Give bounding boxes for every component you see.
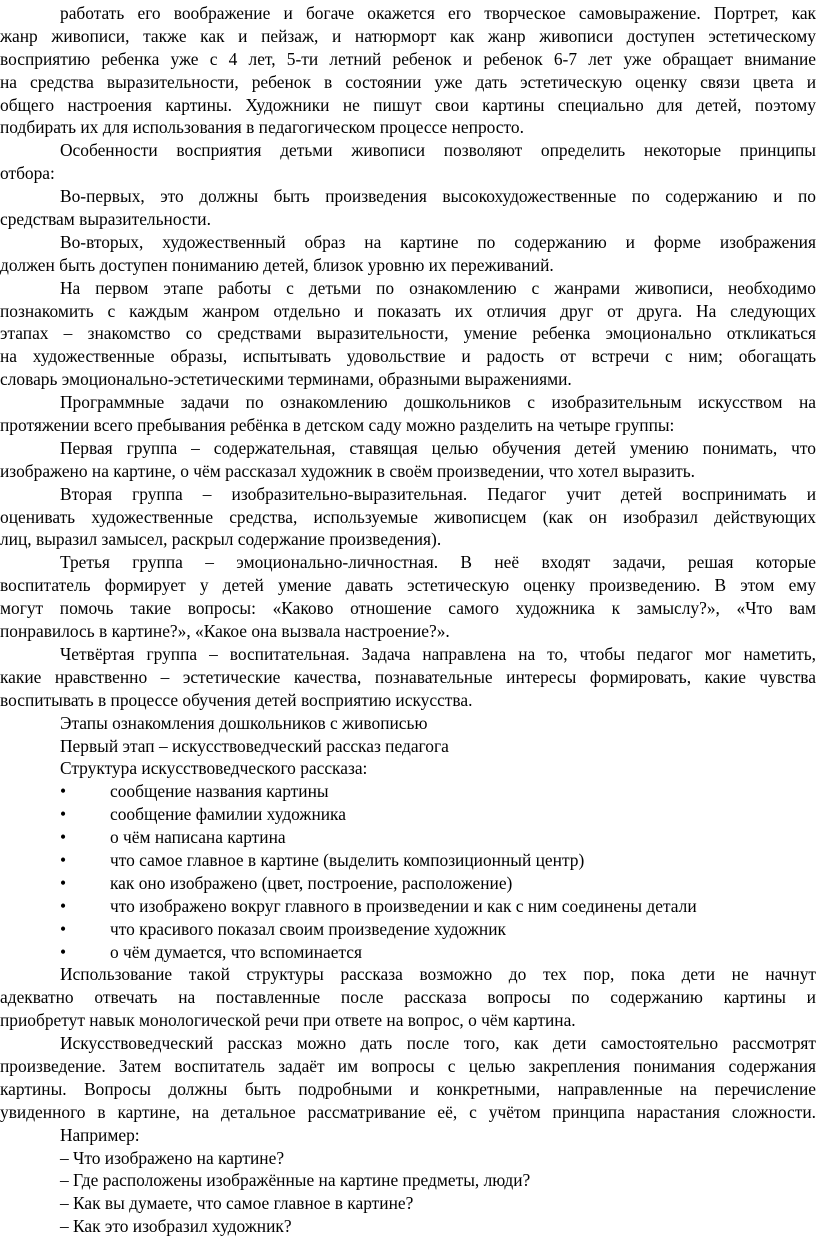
text-line: могут помочь такие вопросы: «Каково отношение самого художника к замыслу?», «Что вам: [0, 598, 816, 619]
text-line: произведение. Затем воспитатель задаёт им вопросы с целью закрепления понимания содержания: [0, 1055, 816, 1076]
bullet-marker: •: [60, 895, 67, 916]
text-line: Например:: [60, 1124, 140, 1145]
text-line: увиденного в картине, на детальное рассматривание её, с учётом принципа нарастания сложности.: [0, 1101, 816, 1122]
bullet-text: что изображено вокруг главного в произведении и как с ним соединены детали: [110, 895, 697, 916]
text-line: Этапы ознакомления дошкольников с живописью: [60, 712, 428, 733]
text-line: Четвёртая группа – воспитательная. Задача направлена на то, чтобы педагог мог наметить,: [60, 643, 816, 664]
text-line: этапах – знакомство со средствами выразительности, умение ребенка эмоционально откликаться: [0, 323, 816, 344]
text-line: общего настроения картины. Художники не пишут свои картины специально для детей, поэтому: [0, 94, 816, 115]
text-line: – Где расположены изображённые на картине предметы, люди?: [60, 1170, 531, 1191]
text-line: Использование такой структуры рассказа возможно до тех пор, пока дети не начнут: [60, 964, 816, 985]
text-line: лиц, выразил замысел, раскрыл содержание произведения).: [0, 529, 442, 550]
text-line: какие нравственно – эстетические качества, познавательные интересы формировать, какие чувства: [0, 666, 816, 687]
text-line: словарь эмоционально-эстетическими терминами, образными выражениями.: [0, 369, 572, 390]
text-line: восприятию ребенка уже с 4 лет, 5-ти летний ребенок и ребенок 6-7 лет уже обращает внимание: [0, 48, 816, 69]
bullet-list-item: [0, 803, 816, 826]
text-line: Во-вторых, художественный образ на картине по содержанию и форме изображения: [60, 231, 816, 252]
text-line: познакомить с каждым жанром отдельно и показать их отличия друг от друга. На следующих: [0, 300, 816, 321]
text-line: понравилось в картине?», «Какое она вызвала настроение?».: [0, 621, 450, 642]
text-line: воспитатель формирует у детей умение давать эстетическую оценку произведению. В этом ему: [0, 575, 816, 596]
text-line: картины. Вопросы должны быть подробными и конкретными, направленные на перечисление: [0, 1078, 816, 1099]
bullet-text: сообщение фамилии художника: [110, 804, 346, 825]
bullet-marker: •: [60, 918, 67, 939]
text-line: на средства выразительности, ребенок в состоянии уже дать эстетическую оценку связи цвета и: [0, 71, 816, 92]
bullet-list-item: [0, 780, 816, 803]
bullet-list-item: [0, 918, 816, 941]
text-line: Программные задачи по ознакомлению дошкольников с изобразительным искусством на: [60, 392, 816, 413]
bullet-text: о чём думается, что вспоминается: [110, 941, 362, 962]
text-line: адекватно отвечать на поставленные после рассказа вопросы по содержанию картины и: [0, 987, 816, 1008]
text-line: на художественные образы, испытывать удовольствие и радость от встречи с ним; обогащать: [0, 346, 816, 367]
text-line: приобретут навык монологической речи при ответе на вопрос, о чём картина.: [0, 1010, 576, 1031]
bullet-text: как оно изображено (цвет, построение, расположение): [110, 872, 513, 893]
text-line: Первый этап – искусствоведческий рассказ педагога: [60, 735, 449, 756]
text-line: Первая группа – содержательная, ставящая целью обучения детей умению понимать, что: [60, 437, 816, 458]
bullet-marker: •: [60, 849, 67, 870]
text-line: подбирать их для использования в педагогическом процессе непросто.: [0, 117, 524, 138]
bullet-text: что самое главное в картине (выделить композиционный центр): [110, 849, 585, 870]
text-line: Во-первых, это должны быть произведения высокохудожественные по содержанию и по: [60, 186, 816, 207]
bullet-marker: •: [60, 872, 67, 893]
bullet-text: что красивого показал своим произведение художник: [110, 918, 506, 939]
text-line: – Как вы думаете, что самое главное в картине?: [60, 1193, 414, 1214]
text-line: оценивать художественные средства, используемые живописцем (как он изобразил действующих: [0, 506, 816, 527]
bullet-marker: •: [60, 781, 67, 802]
text-line: жанр живописи, также как и пейзаж, и натюрморт как жанр живописи доступен эстетическому: [0, 25, 816, 46]
bullet-marker: •: [60, 941, 67, 962]
text-line: отбора:: [0, 163, 55, 184]
bullet-list-item: [0, 849, 816, 872]
bullet-marker: •: [60, 827, 67, 848]
text-line: изображено на картине, о чём рассказал художник в своём произведении, что хотел выразить.: [0, 460, 695, 481]
bullet-list-item: [0, 826, 816, 849]
bullet-text: сообщение названия картины: [110, 781, 329, 802]
text-line: Структура искусствоведческого рассказа:: [60, 758, 368, 779]
text-line: Третья группа – эмоционально-личностная. В неё входят задачи, решая которые: [60, 552, 816, 573]
text-line: протяжении всего пребывания ребёнка в детском саду можно разделить на четыре группы:: [0, 415, 675, 436]
text-line: средствам выразительности.: [0, 209, 211, 230]
text-line: – Как это изобразил художник?: [60, 1216, 292, 1237]
text-line: Особенности восприятия детьми живописи позволяют определить некоторые принципы: [60, 140, 816, 161]
bullet-text: о чём написана картина: [110, 827, 286, 848]
text-line: Вторая группа – изобразительно-выразительная. Педагог учит детей воспринимать и: [60, 483, 816, 504]
bullet-list-item: [0, 872, 816, 895]
bullet-list-item: [0, 941, 816, 964]
text-line: – Что изображено на картине?: [60, 1147, 285, 1168]
bullet-list-item: [0, 895, 816, 918]
text-line: На первом этапе работы с детьми по ознакомлению с жанрами живописи, необходимо: [60, 277, 816, 298]
text-line: должен быть доступен пониманию детей, близок уровню их переживаний.: [0, 254, 554, 275]
bullet-marker: •: [60, 804, 67, 825]
text-line: работать его воображение и богаче окажется его творческое самовыражение. Портрет, как: [60, 3, 816, 23]
text-line: воспитывать в процессе обучения детей восприятию искусства.: [0, 689, 473, 710]
text-line: Искусствоведческий рассказ можно дать после того, как дети самостоятельно рассмотрят: [60, 1033, 816, 1054]
